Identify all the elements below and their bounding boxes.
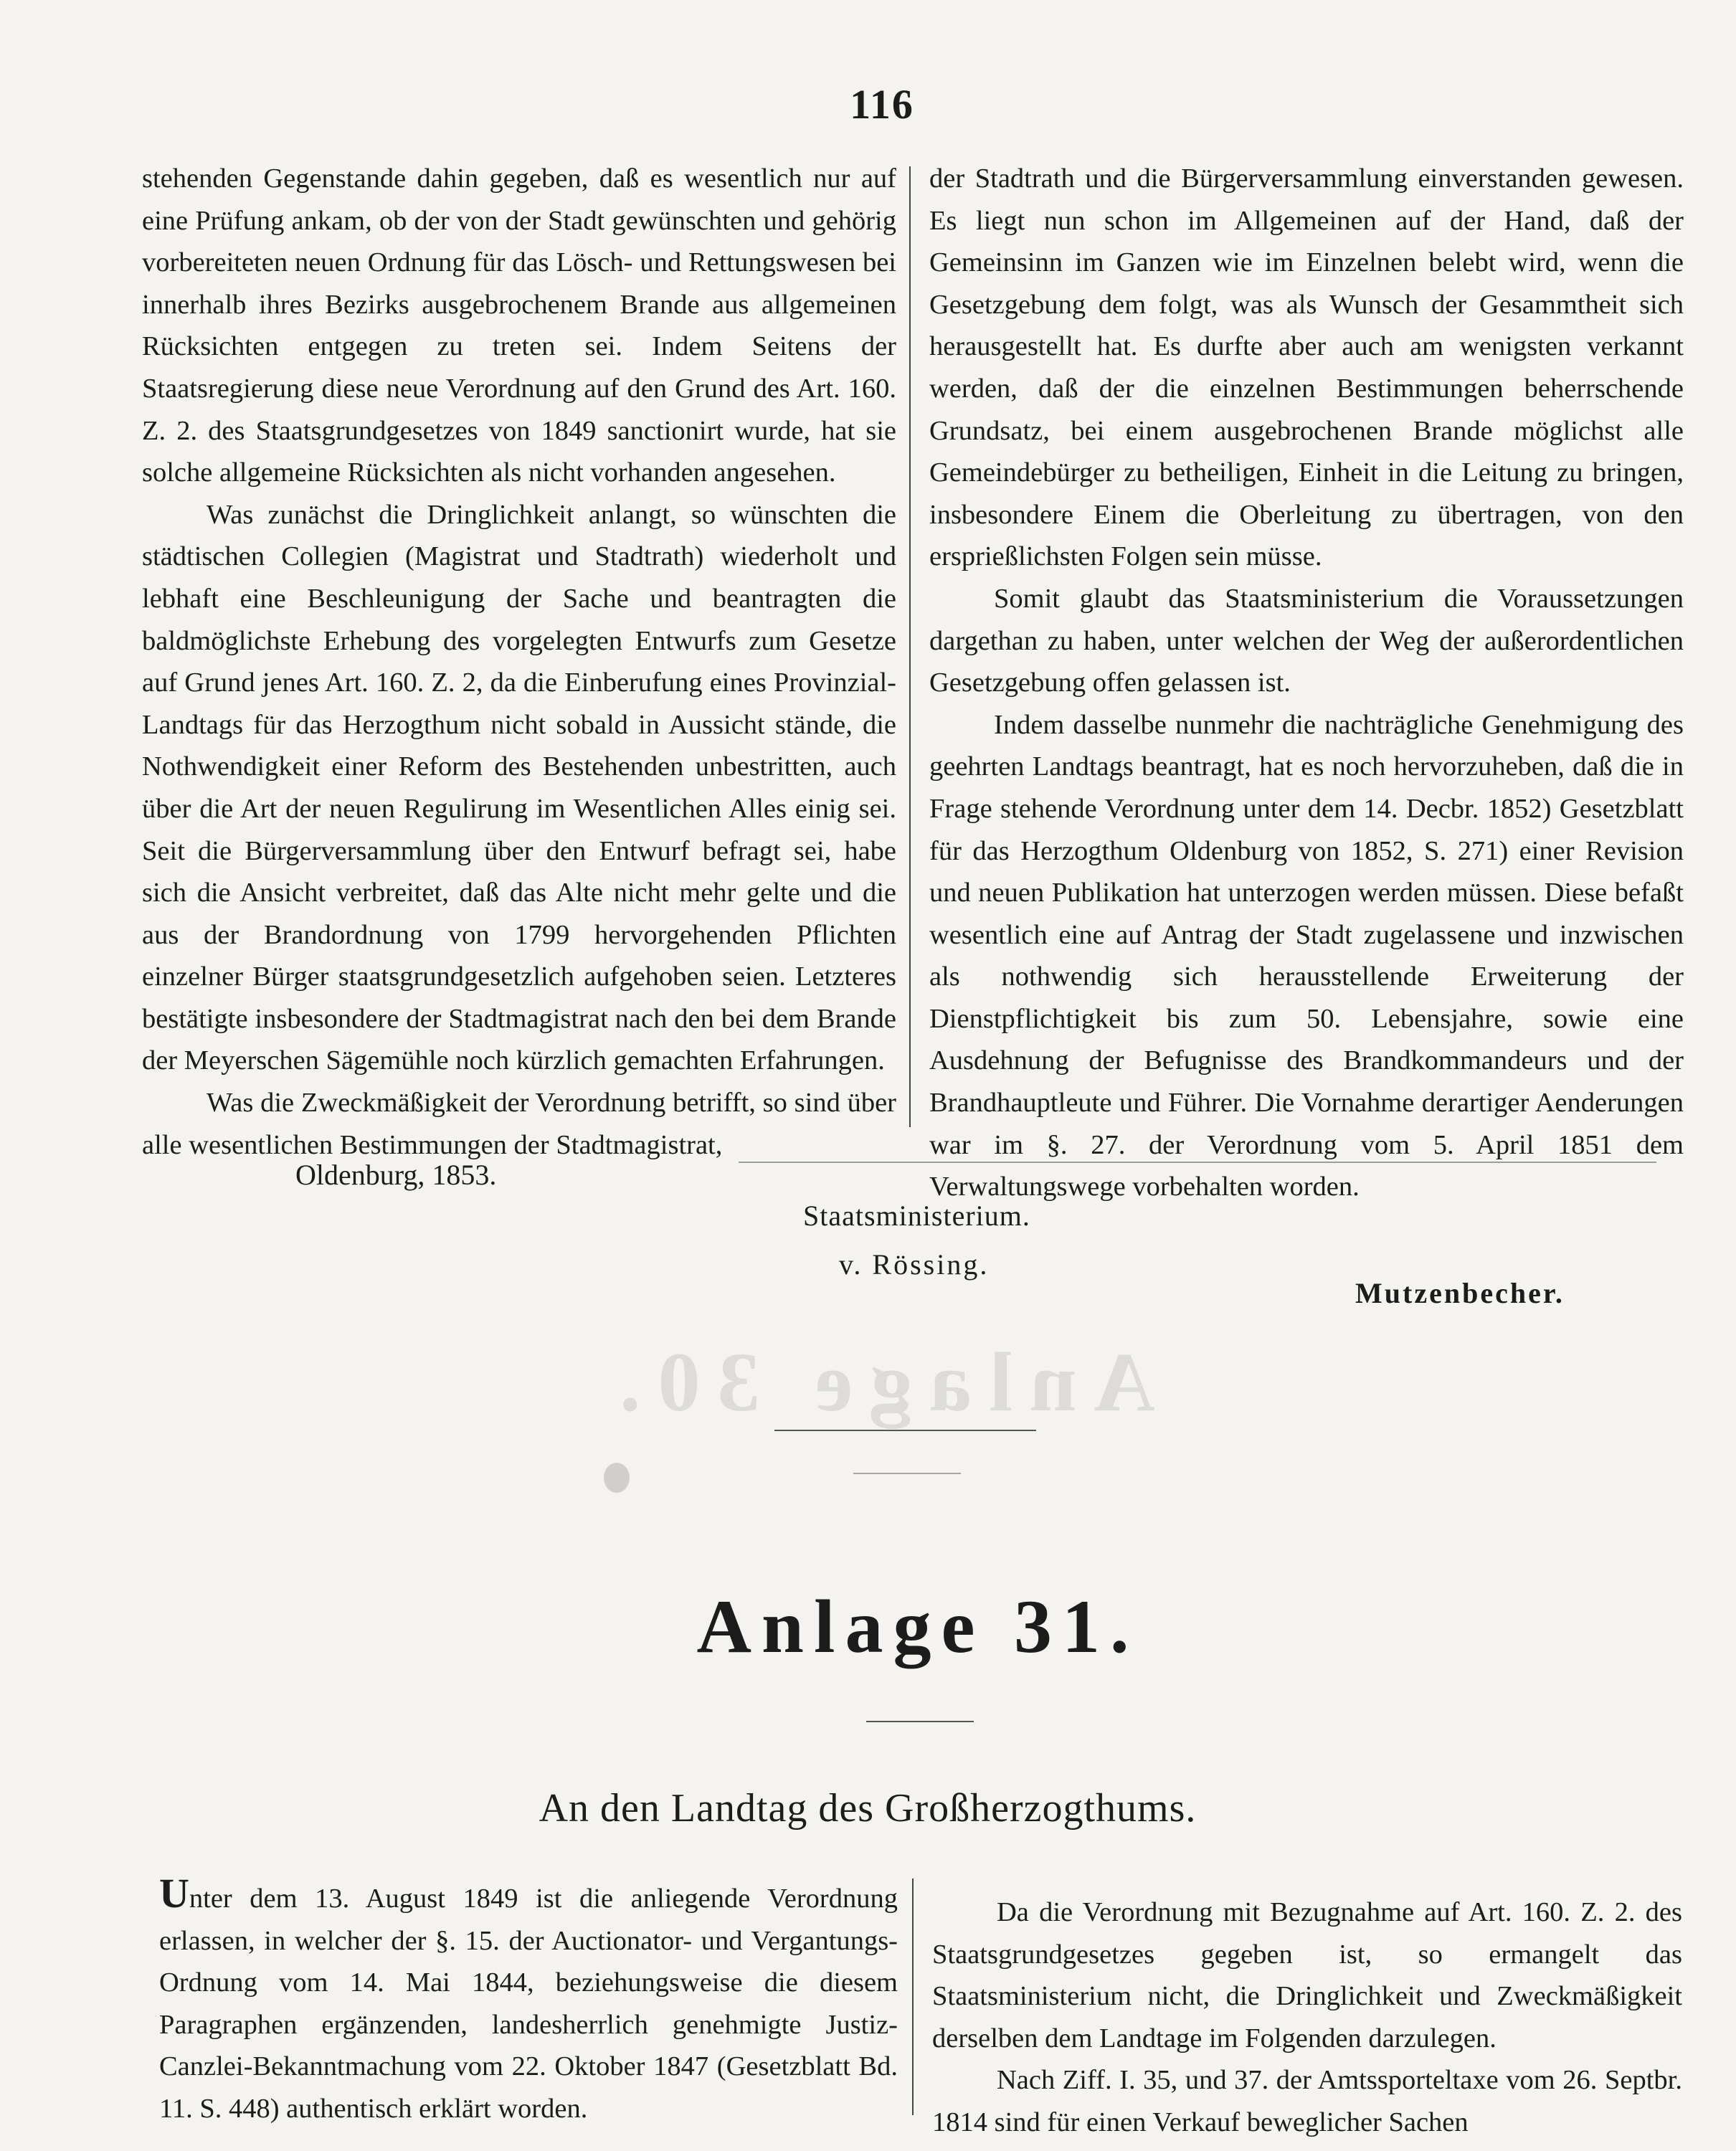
paragraph: Was die Zweckmäßigkeit der Verordnung betrifft, so sind über alle wesentlichen Bestimmungen der Stadtmagistrat, <box>142 1088 896 1160</box>
bleed-through-text: Anlage 30. <box>602 1335 1155 1429</box>
left-column <box>142 158 896 1166</box>
paragraph <box>159 1870 898 2130</box>
separator-rule-short <box>853 1473 961 1474</box>
paragraph: Nach Ziff. I. 35, und 37. der Amtssporteltaxe vom 26. Septbr. 1814 sind für einen Verkauf beweglicher Sachen <box>932 2065 1682 2137</box>
signature-cosigner: Mutzenbecher. <box>1355 1277 1565 1309</box>
dropcap: U <box>159 1870 189 1917</box>
right-column <box>929 158 1684 1208</box>
signature-rule <box>739 1162 1656 1163</box>
paragraph: Was zunächst die Dringlichkeit anlangt, so wünschten die städtischen Collegien (Magistrat und Stadtrath) wiederholt und lebhaft eine Beschleunigung der Sache und beantragten die baldmöglichste Erhebung des vorgelegten Entwurfs zum Gesetze auf Grund jenes Art. 160. Z. 2, da die Einberufung eines Provinzial-Landtags für das Herzogthum nicht sobald in Aussicht stände, die Nothwendigkeit einer Reform des Bestehenden unbestritten, auch über die Art der neuen Regulirung im Wesentlichen Alles einig sei. Seit die Bürgerversammlung über den Entwurf befragt sei, habe sich die Ansicht verbreitet, daß das Alte nicht mehr gelte und die aus der Brandordnung von 1799 hervorgehenden Pflichten einzelner Bürger staatsgrundgesetzlich aufgehoben seien. Letzteres bestätigte insbesondere der Stadtmagistrat nach den bei dem Brande der Meyerschen Sägemühle noch kürzlich gemachten Erfahrungen. <box>142 499 896 1076</box>
column-divider-bottom <box>912 1879 914 2115</box>
signature-place-date: Oldenburg, 1853. <box>295 1159 497 1191</box>
page-number: 116 <box>850 81 914 128</box>
bottom-right-column <box>932 1891 1682 2144</box>
paragraph: Somit glaubt das Staatsministerium die Voraussetzungen dargethan zu haben, unter welchen der Weg der außerordentlichen Gesetzgebung offen gelassen ist. <box>929 583 1684 698</box>
column-divider <box>909 166 911 1127</box>
bottom-left-column <box>159 1870 898 2130</box>
separator-rule <box>774 1430 1036 1431</box>
signature-name: v. Rössing. <box>839 1248 990 1281</box>
section-subheading: An den Landtag des Großherzogthums. <box>539 1786 1197 1831</box>
heading-underline <box>866 1721 974 1722</box>
paragraph: der Stadtrath und die Bürgerversammlung einverstanden gewesen. Es liegt nun schon im Allgemeinen auf der Hand, daß der Gemeinsinn im Ganzen wie im Einzelnen belebt wird, wenn die Gesetzgebung dem folgt, was als Wunsch der Gesammtheit sich herausgestellt hat. Es durfte aber auch am wenigsten verkannt werden, daß der die einzelnen Bestimmungen beherrschende Grundsatz, bei einem ausgebrochenen Brande möglichst alle Gemeindebürger zu betheiligen, Einheit in die Leitung zu bringen, insbesondere Einem die Oberleitung zu übertragen, von den ersprießlichsten Folgen sein müsse. <box>929 163 1684 572</box>
paragraph: stehenden Gegenstande dahin gegeben, daß es wesentlich nur auf eine Prüfung ankam, ob der von der Stadt gewünschten und gehörig vorbereiteten neuen Ordnung für das Lösch- und Rettungswesen bei innerhalb ihres Bezirks ausgebrochenem Brande aus allgemeinen Rücksichten entgegen zu treten sei. Indem Seitens der Staatsregierung diese neue Verordnung auf den Grund des Art. 160. Z. 2. des Staatsgrundgesetzes von 1849 sanctionirt wurde, hat sie solche allgemeine Rücksichten als nicht vorhanden angesehen. <box>142 163 896 488</box>
signature-ministry: Staatsministerium. <box>803 1200 1030 1232</box>
ink-smudge <box>604 1463 630 1493</box>
paragraph: Indem dasselbe nunmehr die nachträgliche Genehmigung des geehrten Landtags beantragt, hat es noch hervorzuheben, daß die in Frage stehende Verordnung unter dem 14. Decbr. 1852) Gesetzblatt für das Herzogthum Oldenburg von 1852, S. 271) einer Revision und neuen Publikation hat unterzogen werden müssen. Diese befaßt wesentlich eine auf Antrag der Stadt zugelassene und inzwischen als nothwendig sich herausstellende Erweiterung der Dienstpflichtigkeit bis zum 50. Lebensjahre, sowie eine Ausdehnung der Befugnisse des Brandkommandeurs und der Brandhauptleute und Führer. Die Vornahme derartiger Aenderungen war im §. 27. der Verordnung vom 5. April 1851 dem Verwaltungswege vorbehalten worden. <box>929 709 1684 1202</box>
paragraph-text: nter dem 13. August 1849 ist die anliegende Verordnung erlassen, in welcher der §. 15. der Auctionator- und Vergantungs-Ordnung vom 14. Mai 1844, beziehungsweise die diesem Paragraphen ergänzenden, landesherrlich genehmigte Justiz-Canzlei-Bekanntmachung vom 22. Oktober 1847 (Gesetzblatt Bd. 11. S. 448) authentisch erklärt worden. <box>159 1884 898 2124</box>
paragraph: Da die Verordnung mit Bezugnahme auf Art. 160. Z. 2. des Staatsgrundgesetzes gegeben ist, so ermangelt das Staatsministerium nicht, die Dringlichkeit und Zweckmäßigkeit derselben dem Landtage im Folgenden darzulegen. <box>932 1897 1682 2053</box>
section-heading: Anlage 31. <box>696 1585 1139 1668</box>
